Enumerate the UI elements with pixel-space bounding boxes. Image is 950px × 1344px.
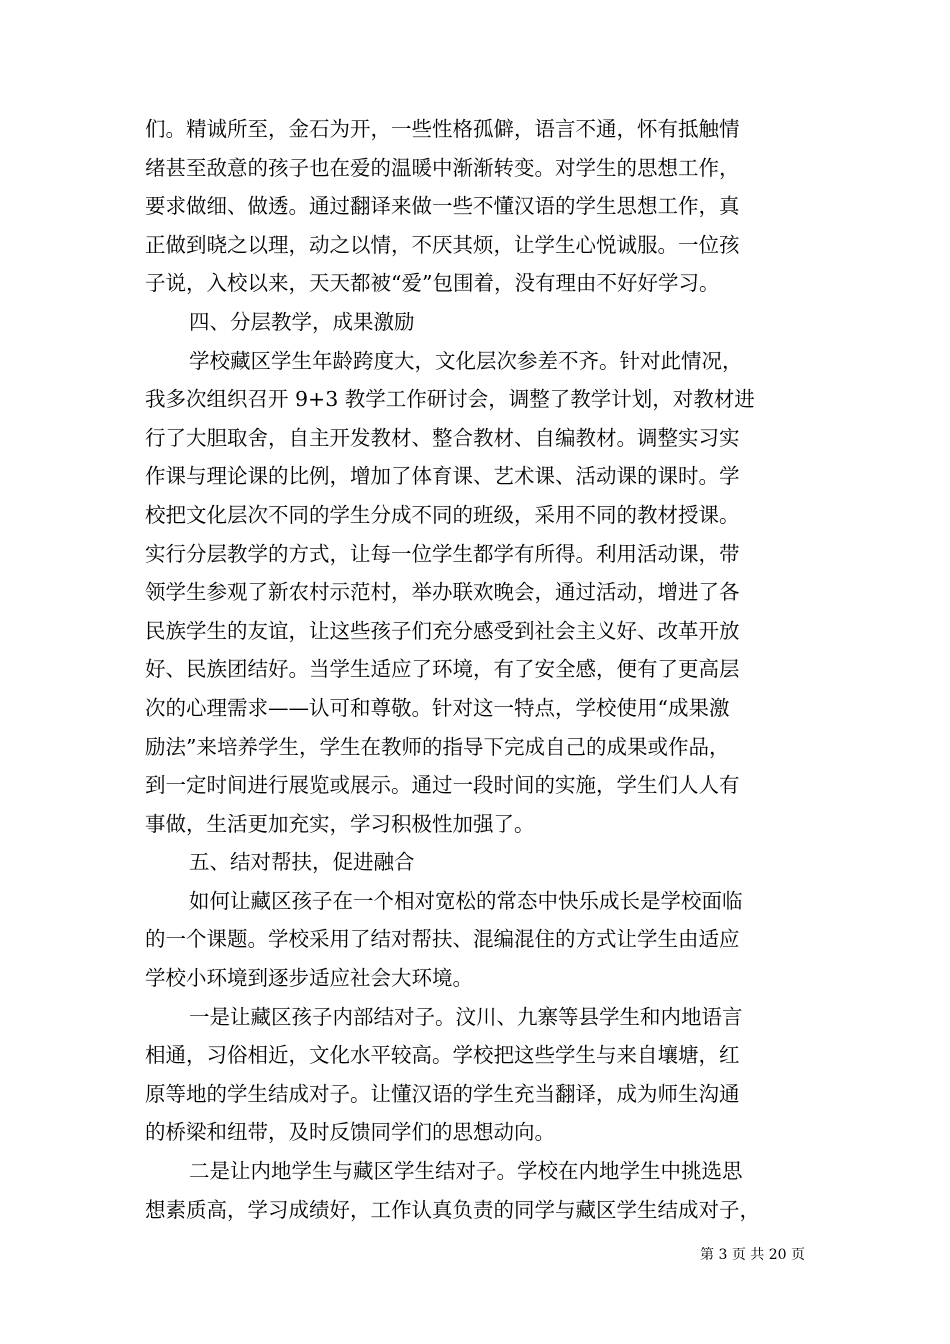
text-line: 要求做细、做透。通过翻译来做一些不懂汉语的学生思想工作，真 — [145, 194, 740, 219]
text-line: 校把文化层次不同的学生分成不同的班级，采用不同的教材授课。 — [145, 502, 740, 527]
text-line: 一是让藏区孩子内部结对子。汶川、九寨等县学生和内地语言 — [189, 1004, 743, 1029]
text-line: 原等地的学生结成对子。让懂汉语的学生充当翻译，成为师生沟通 — [145, 1081, 740, 1106]
document-body — [145, 110, 815, 1229]
text-line: 正做到晓之以理，动之以情，不厌其烦，让学生心悦诚服。一位孩 — [145, 232, 740, 257]
text-line: 子说，入校以来，天天都被“爱”包围着，没有理由不好好学习。 — [145, 271, 720, 296]
text-line: 绪甚至敌意的孩子也在爱的温暖中渐渐转变。对学生的思想工作， — [145, 155, 740, 180]
text-line: 的一个课题。学校采用了结对帮扶、混编混住的方式让学生由适应 — [145, 927, 740, 952]
text-line: 的桥梁和纽带，及时反馈同学们的思想动向。 — [145, 1120, 555, 1145]
text-line: 四、分层教学，成果激励 — [189, 309, 415, 334]
text-line: 作课与理论课的比例，增加了体育课、艺术课、活动课的课时。学 — [145, 464, 740, 489]
text-line: 想素质高，学习成绩好，工作认真负责的同学与藏区学生结成对子， — [145, 1197, 760, 1222]
text-line: 励法”来培养学生，学生在教师的指导下完成自己的成果或作品， — [145, 734, 730, 759]
text-line: 学校藏区学生年龄跨度大，文化层次参差不齐。针对此情况， — [189, 348, 743, 373]
text-line: 到一定时间进行展览或展示。通过一段时间的实施，学生们人人有 — [145, 773, 740, 798]
text-line: 实行分层教学的方式，让每一位学生都学有所得。利用活动课，带 — [145, 541, 740, 566]
text-line: 民族学生的友谊，让这些孩子们充分感受到社会主义好、改革开放 — [145, 618, 740, 643]
text-line: 二是让内地学生与藏区学生结对子。学校在内地学生中挑选思 — [189, 1159, 743, 1184]
text-line: 五、结对帮扶，促进融合 — [189, 850, 415, 875]
text-line: 好、民族团结好。当学生适应了环境，有了安全感，便有了更高层 — [145, 657, 740, 682]
text-line: 相通，习俗相近，文化水平较高。学校把这些学生与来自壤塘，红 — [145, 1043, 740, 1068]
text-line: 事做，生活更加充实，学习积极性加强了。 — [145, 811, 535, 836]
text-line: 们。精诚所至，金石为开，一些性格孤僻，语言不通，怀有抵触情 — [145, 117, 740, 141]
text-line: 次的心理需求——认可和尊敬。针对这一特点，学校使用“成果激 — [145, 695, 730, 720]
text-line: 领学生参观了新农村示范村，举办联欢晚会，通过活动，增进了各 — [145, 580, 740, 605]
text-line: 我多次组织召开 9+3 教学工作研讨会，调整了教学计划，对教材进 — [145, 387, 755, 412]
text-line: 如何让藏区孩子在一个相对宽松的常态中快乐成长是学校面临 — [189, 888, 743, 913]
text-line: 行了大胆取舍，自主开发教材、整合教材、自编教材。调整实习实 — [145, 425, 740, 450]
text-line: 学校小环境到逐步适应社会大环境。 — [145, 966, 473, 991]
page-number: 第 3 页 共 20 页 — [700, 1247, 805, 1263]
